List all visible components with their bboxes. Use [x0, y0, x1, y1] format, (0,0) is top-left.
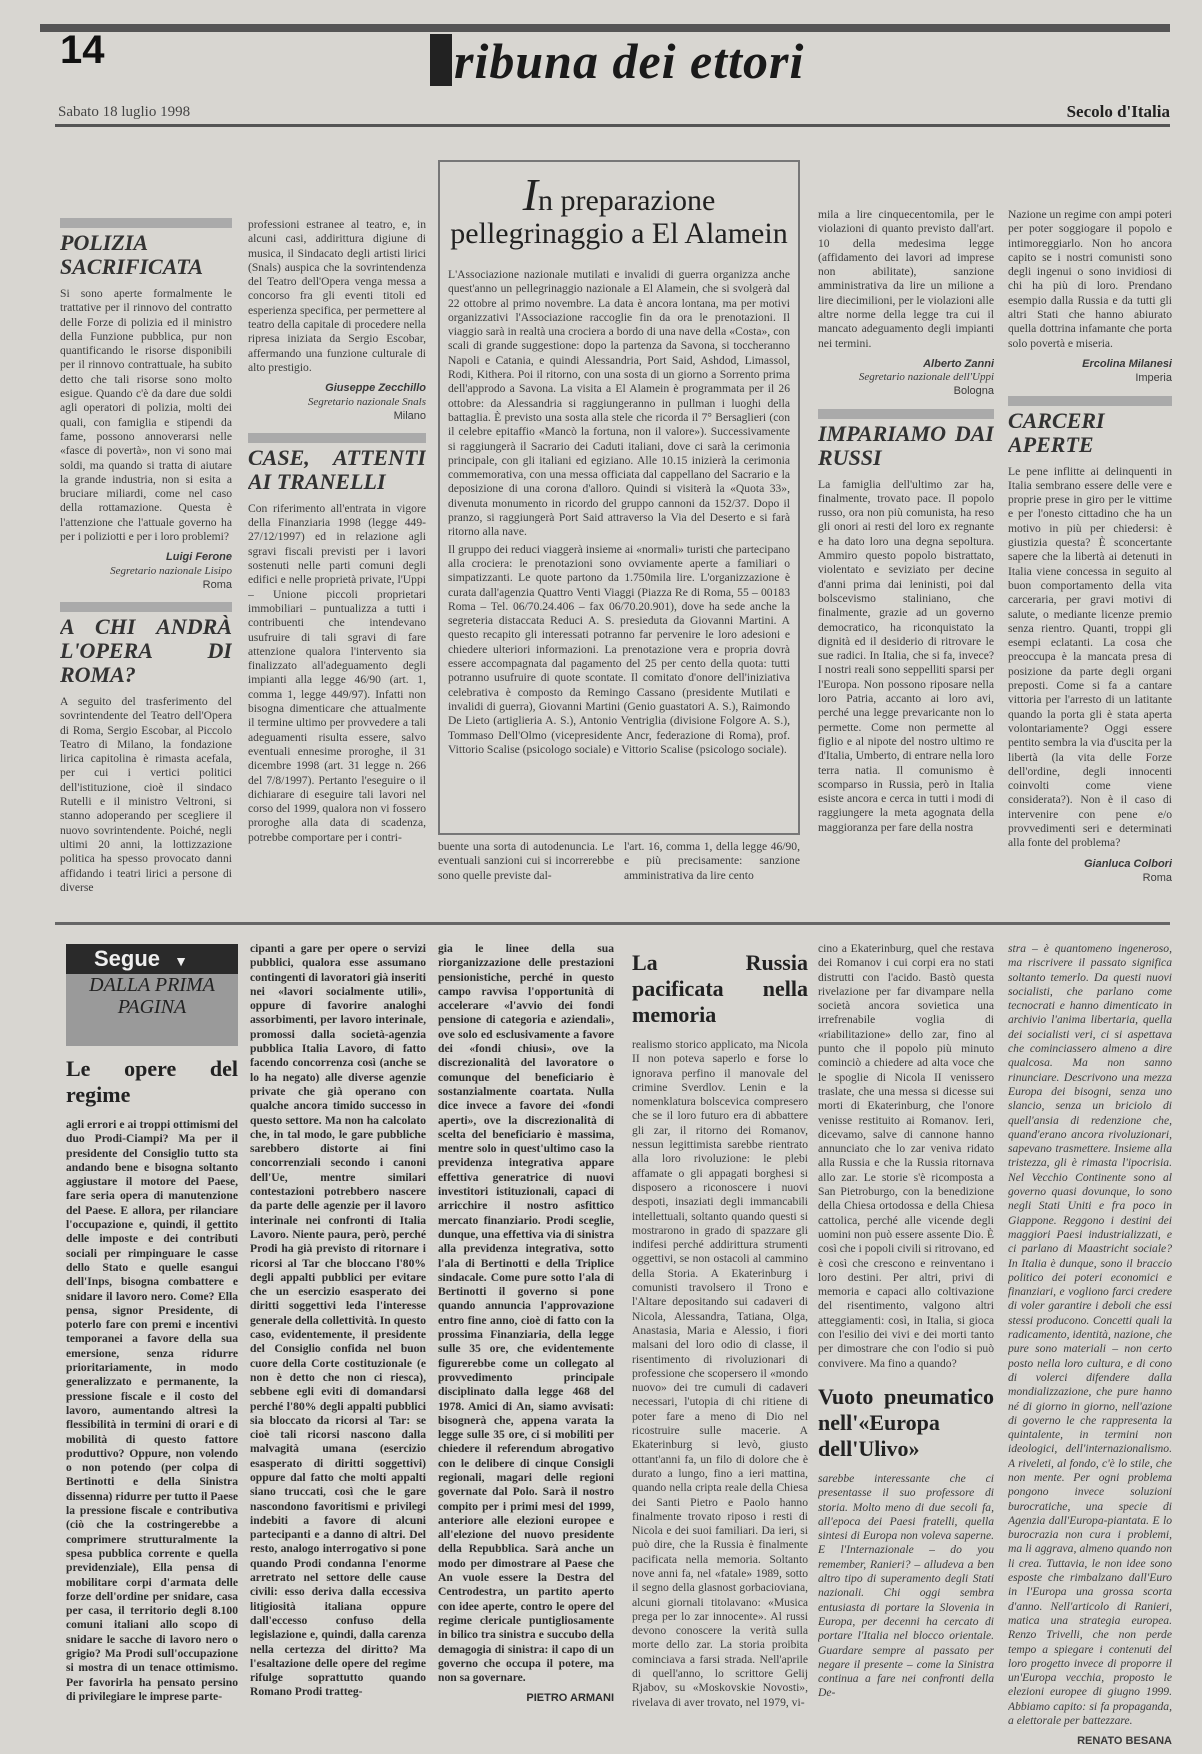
dateline: Sabato 18 luglio 1998 [58, 104, 191, 120]
letter-body-carceri: Le pene inflitte ai delinquenti in Italia sembrano essere delle vere e proprie prese in giro per le vittime e per l'onesto cittadino che ha un motivo in più per chiedersi: è giustizia questa? È sconcertante sapere che la libertà ai detenuti in Italia viene concessa in seguito al buon comportamento della vita carceraria, per gravi motivi di salute, o mediante licenze premio senza rientro. Quanti, troppi gli esempi eclatanti. La cosa che preoccupa è la mancata presa di posizione da parte degli organi preposti. Come si fa a cantare vittoria per l'arresto di un latitante quando la porta gli è stata aperta volontariamente? Oggi essere pentito sembra la via d'uscita per la libertà (la vita delle Forze dell'ordine, degli innocenti coinvolti come viene considerata?). Non è il caso di intervenire con pene e/o provvedimenti seri e determinati alla fonte del problema? [1008, 464, 1172, 850]
bottom-column-1 [66, 1056, 238, 1746]
article-body-opere-regime: agli errori e ai troppi ottimismi del duo Prodi-Ciampi? Ma per il presidente del Consiglio tutto sta andando bene e bisogna soltanto aggiustare il motore del Paese, fare seria opera di manutenzione del Paese. E allora, per rilanciare l'occupazione e, quindi, il gettito delle imposte e dei contributi sociali per rimpinguare le casse dello Stato e quelle esangui dell'Inps, bisogna combattere e snidare il lavoro nero. Come? Ella pensa, signor Presidente, di poterlo fare con premi e incentivi temporanei a favore della sua emersione, senza ridurre prioritariamente, in modo generalizzato e permanente, la pressione fiscale e il costo del lavoro, aumentando altresì la flessibilità in termini di orari e di mobilità di questo fattore produttivo? Oppure, non volendo o non potendo (per colpa di Bertinotti e della Sinistra dissenna) ridurre per tutto il Paese la pressione fiscale e contributiva (ciò che la costringerebbe a comprimere strutturalmente la spesa pubblica corrente e quella previdenziale), Ella pensa di mobilitare corpi d'armata delle forze dell'ordine per snidare, casa per casa, il territorio degli 8.100 comuni italiani allo scopo di snidare le sacche di lavoro nero o grigio? Ma Prodi sull'occupazione si mostra di un tenace ottimismo. Per favorirla ha pensato persino di privilegiare le imprese parte- [66, 1118, 238, 1703]
letter-title-polizia: POLIZIA SACRIFICATA [60, 230, 204, 279]
letter-body-polizia: Si sono aperte formalmente le trattative per il rinnovo del contratto delle Forze di polizia ed il ministro della Funzione pubblica, pur non quantificando le risorse disponibili per il rinnovo contrattuale, ha subito detto che tali risorse sono molto esigue. Quando c'è da dare due soldi agli operatori di polizia, molti dei quali, con famiglia e stipendi da fame, possono annoverarsi nelle «fasce di povertà», non vi sono mai soldi, ma quando si tratta di aiutare la grande industria, non si esita a bruciare miliardi, come nel caso della rottamazione. Questa è l'attenzione che l'attuale governo ha per i poliziotti e per i loro problemi? [60, 287, 232, 544]
letter-city: Roma [1142, 871, 1172, 884]
case-continuation-text: buente una sorta di autodenuncia. Le eventuali sanzioni cui si incorrerebbe sono quelle previste dal- [438, 840, 614, 882]
letter-body-case: Con riferimento all'entrata in vigore della Finanziaria 1998 (legge 449-27/12/1997) ed in relazione agli sgravi fiscali previsti per i lavori sostenuti nelle parti comuni degli edifici e nelle proprietà private, l'Uppi – Unione piccoli proprietari immobiliari – puntualizza a tutti i contribuenti che intendevano usufruire di tali sgravi di fare attenzione qualora l'intervento sia finalizzato all'adeguamento degli impianti alla legge 46/90 (art. 1, comma 1, legge 449/97). Infatti non bisogna dimenticare che attualmente il termine ultimo per provvedere a tali adeguamenti risulta essere, salvo eventuali ennesime proroghe, il 31 dicembre 1998 (art. 31 legge n. 266 del 7/8/1997). Pertanto l'eseguire o il dichiarare di eseguire tali lavori nel corso del 1999, qualora non vi fossero proroghe alla data di scadenza, potrebbe comportare per i contri- [248, 501, 426, 844]
bottom-column-3 [438, 942, 614, 1746]
letter-title-carceri: CARCERI APERTE [1008, 407, 1105, 457]
article-body-vuoto-cont: stra – è quantomeno ingeneroso, ma riscrivere il passato significa soltanto temerlo. Da questi nuovi socialisti, che parlano come tecnocrati e hanno dimenticato in archivio l'anima libertaria, quella dei socialisti veri, ci si aspettava che cominciassero almeno a dire qualcosa. Ma non sanno rinunciare. Descrivono una mezza Europa dei bisogni, senza uno slancio, senza un briciolo di quell'ansia di redenzione che, quand'erano ancora rivoluzionari, sapevano trasmettere. Insieme alla tristezza, gli è rimasta l'ipocrisia. Nel Vecchio Continente sono al governo quasi dovunque, lo sono negli Stati Uniti e fra poco in Giappone. Reggono i destini dei maggiori Paesi industrializzati, e ci parlano di Maastricht sociale? In Italia è dunque, sono il braccio politico dei poteri economici e finanziari, e vogliono farci credere di voler garantire i deboli che essi stessi producono. Concetti quali la radicamento, identità, nazione, che pure sono materiali – non certo posto nella loro cultura, e di cono di volerci difendere dalla mondializzazione, che pure hanno né di giorno in giorno, nell'azione di governo le che rappresenta la quintalente, in termini non ideologici, dell'internazionalismo. A riveleti, al fondo, c'è lo stile, che non mente. Per ogni problema pongono invece soluzioni burocratiche, una specie di Agenzia dall'Europa-piantata. E lo burocrazia non cura i problemi, ma li aggrava, almeno quando non li crea. Tuttavia, le non idee sono esposte che rimbalzano dall'Euro in l'Europa una grossa scorta d'anno. Nell'articolo di Ranieri, matica una strategia europea. Renzo Trivelli, che non perde tempo a spiegare i contenuti del loro progetto invece di proporre il un'Europa vecchia, proposto le elezioni europee di giugno 1999. Abbiamo capito: si fa propaganda, a elettorale per battezzare. [1008, 942, 1172, 1728]
bottom-column-6 [1008, 942, 1172, 1746]
column-2 [248, 218, 426, 918]
letter-body-case-end: mila a lire cinquecentomila, per le violazioni di quanto previsto dall'art. 10 della medesima legge (affidamento dei lavori ad imprese non abilitate), sanzione amministrativa da lire un milione a lire diecimilioni, per le violazioni alle altre norme della legge tra cui il mancato adeguamento degli impianti nei termini. [818, 208, 994, 350]
segue-arrow-icon: ▼ [174, 953, 189, 969]
letter-signature: Gianluca Colbori [1083, 857, 1172, 870]
article-signature: PIETRO ARMANI [526, 1692, 614, 1705]
bottom-column-5-lower [818, 1384, 994, 1746]
letter-city: Bologna [953, 385, 994, 398]
article-body-vuoto: sarebbe interessante che ci presentasse il suo professore di storia. Molto meno di due secoli fa, all'epoca dei Paesi fratelli, quella sintesi di Europa non voleva saperne. E l'Internazionale – do you remember, Ranieri? – alludeva a ben altro tipo di superamento degli Stati nazionali. Chi oggi sembra entusiasta di portare la Slovenia in Europa, per decenni ha cercato di portare l'Italia nel blocco orientale. Guardare sempre al passato per negare il presente – come la Sinistra continua a fare nei confronti della De- [818, 1472, 994, 1700]
segue-banner [66, 944, 238, 974]
column-1 [60, 218, 232, 918]
letter-role: Segretario nazionale dell'Uppi [858, 371, 994, 384]
article-body-russia: realismo storico applicato, ma Nicola II non poteva saperlo e forse lo ignorava perfino il manovale del crimine Sverdlov. Lenin e la nomenklatura bolscevica compresero che se il loro futuro era di abbattere gli zar, il ritorno dei Romanov, nessun legittimista sarebbe rientrato alla loro rivoluzione: le plebi affamate o gli appagati borghesi si disposero a riconoscere i nuovi despoti, insaziati degli immancabili intellettuali, soltanto quando questi si mostrarono in grado di spazzare gli indifesi perché addirittura strumenti oggettivi, se non ostacoli al cammino della Storia. A Ekaterinburg i comunisti travolsero il Trono e l'Altare depositando sui cadaveri di Nicola, Alessandra, Tatiana, Olga, Anastasia, Maria e Alessio, i fiori malsani del loro odio di classe, il risentimento di rivoluzionari di professione che scopersero il «mondo nuovo» dei tre cumuli di cadaveri necessari, l'utopia di chi ritiene di poter fare a meno di Dio nel ricostruire sulle macerie. A Ekaterinburg si levò, giusto ottant'anni fa, un filo di dolore che è durato a lungo, fino a ieri mattina, quando nella cripta reale della Chiesa dei Santi Pietro e Paolo hanno finalmente trovato riposo i resti di Nicola e dei suoi familiari. Da ieri, si può dire, che la Russia è finalmente pacificata nella memoria. Soltanto nove anni fa, nel «fatale» 1989, sotto il segno della glasnost gorbacioviana, alcuni giornali titolavano: «Musica prega per lo zar innocente». Al russi devono conoscere la verità sulla morte dello zar. La storia proibita cominciava a farsi strada. Nell'aprile di quell'anno, lo scrittore Gelij Rjabov, su «Moskovskie Novosti», rivelava di aver trovato, nel 1979, vi- [632, 1038, 808, 1709]
case-continuation-text: l'art. 16, comma 1, della legge 46/90, e più precisamente: sanzione amministrativa da lire cento [624, 840, 800, 882]
page-number: 14 [60, 28, 105, 72]
segue-label: Segue [94, 946, 161, 971]
heading-bar [1008, 396, 1172, 406]
article-body-opere-regime-end: gia le linee della sua riorganizzazione delle prestazioni pensionistiche, perché in questo campo ravvisa l'opportunità di accelerare «l'avvio dei fondi pensione di categoria e aziendali», ove solo ed esclusivamente a favore dei «fondi chiusi», ove la discrezionalità del lavoratore o comunque del beneficiario è sostanzialmente coartata. Nulla dice invece a favore dei «fondi aperti», ove la discrezionalità di scelta del beneficiario è massima, mentre solo in quest'ultimo caso la previdenza integrativa appare effettiva generatrice di nuovi investitori istituzionali, capaci di arricchire il nostro asfittico mercato finanziario. Prodi sceglie, dunque, una effettiva via di sinistra alla previdenza integrativa, sotto l'ala di Bertinotti e della Triplice sindacale. Come pure sotto l'ala di Bertinotti il governo si pone quando annuncia l'approvazione entro fine anno, cioè di fatto con la prossima Finanziaria, della legge sulle 35 ore, che evidentemente figurerebbe come un collegato al provvedimento principale disciplinato dalla legge 468 del 1978. Amici di An, siamo avvisati: bisognerà che, appena varata la legge sulle 35 ore, ci si mobiliti per chiedere il referendum abrogativo con le delibere di cinque Consigli regionali, magari delle regioni governate dal Polo. Sarà il nostro compito per i primi mesi del 1999, anteriore alle elezioni europee e all'elezione del nuovo presidente della Repubblica. Sarà anche un modo per dimostrare al Paese che An vuole essere la Destra del Centrodestra, un partito aperto con idee aperte, contro le opere del regime clericale puntigliosamente in bilico tra sinistra e succubo della demagogia di sinistra: il capo di un governo che occupa il potere, ma non sa governare. [438, 942, 614, 1685]
bottom-column-2 [250, 942, 426, 1746]
letter-role: Segretario nazionale Lisipo [110, 564, 232, 577]
article-body-russia-cont: cino a Ekaterinburg, quel che restava dei Romanov i cui corpi era no stati distrutti con l'acido. Bastò questa rivelazione per far divampare nella società ancora sovietica una irrefrenabile voglia di «riabilitazione» dello zar, fino al punto che il popolo più minuto cominciò a chiedere ad alta voce che le spoglie di Nicola II venissero traslate, che una messa si dicesse sui morti di Ekaterinburg, che l'onore venisse restituito ai Romanov. Ieri, dicevamo, salve di cannone hanno annunciato che lo zar veniva ridato alla Russia e che la Russia ritornava allo zar. Le storie s'è ricomposta a San Pietroburgo, con la benedizione della Chiesa ortodossa e della Chiesa cattolica, perché alle vicende degli uomini non può essere assente Dio. È così che i popoli civili si ritrovano, ed è così che crescono e reinventano i loro destini. Per altri, privi di memoria e capaci allo coltivazione del risentimento, valgono altri atteggiamenti: così, in Italia, si gioca con l'esilio dei vivi e dei morti tanto per dimostrare che con l'odio si può convivere. Ma fino a quando? [818, 942, 994, 1370]
bottom-column-5 [818, 942, 994, 1372]
masthead-title-text: ribuna dei ettori [454, 33, 805, 89]
feature-title [448, 169, 790, 250]
masthead-top-rule [40, 24, 1170, 32]
letter-signature: Luigi Ferone [166, 551, 232, 564]
letter-title-case: CASE, ATTENTI AI TRANELLI [248, 444, 426, 494]
masthead-capital-t-block [430, 34, 452, 86]
letter-city: Milano [393, 409, 426, 422]
letter-title-russi: IMPARIAMO DAI RUSSI [818, 420, 994, 470]
section-divider [55, 922, 1170, 925]
letter-title-opera: A CHI ANDRÀ L'OPERA DI ROMA? [60, 613, 232, 687]
column-5 [818, 208, 994, 918]
letter-body-russi: La famiglia dell'ultimo zar ha, finalmente, trovato pace. Il popolo russo, ora non più comunista, ha reso gli onori ai resti del loro ex regnante e ha dato loro una degna sepoltura. Ammiro questo popolo bistrattato, violentato e seviziato per decine d'anni prima dai leninisti, poi dal bolscevismo staliniano, che finalmente, grazie ad un governo democratico, ha riconquistato la dignità ed il desiderio di ritrovare le sue radici. In Italia, che si fa, invece? I nostri reali sono seppelliti sparsi per l'Europa. Non possono riposare nella loro Patria, accanto ai loro avi, perché una legge prevaricante non lo permette. Come non permette al figlio e al nipote del nostro ultimo re d'Italia, Umberto, di entrare nella loro terra natia. Il comunismo è scomparso in Russia, però in Italia esiste ancora e cerca in tutti i modi di raggiungere la meta agognata della maggioranza per fare della nostra [818, 477, 994, 834]
article-title-russia: La Russia pacificata nella memoria [632, 950, 808, 1027]
letter-body-opera: A seguito del trasferimento del sovrintendente del Teatro dell'Opera di Roma, Sergio Escobar, al Piccolo Teatro di Milano, la fondazione lirica capitolina è rimasta acefala, per cui i vertici politici dell'istituzione, cioè il sindaco Rutelli e il ministro Veltroni, si stanno adoperando per scegliere il nuovo sovrintendente. Poiché, negli ultimi 20 anni, la lottizzazione politica ha spesso provocato danni affidando i teatri lirici a persone di diverse [60, 694, 232, 894]
feature-paragraph-1: L'Associazione nazionale mutilati e invalidi di guerra organizza anche quest'anno un pellegrinaggio nazionale a El Alamein, che si svolgerà dal 22 ottobre al primo novembre. La data è ancora lontana, ma per motivi organizzativi l'Associazione raccoglie fin da ora le prenotazioni. Il viaggio sarà in realtà una crociera a bordo di una nave della «Costa», con scali di grande suggestione: dopo la partenza da Savona, si toccheranno Napoli e Catania, e quindi Alessandria, Port Said, Ashdod, Limassol, Rodi, Kithera. Poi il ritorno, con una sosta di un giorno a Sorrento prima dell'approdo a Savona. La visita a El Alamein è programmata per il 26 ottobre: da Alessandria si raggiungeranno in pullman i luoghi della battaglia. È previsto una sosta alla stele che ricorda il 7° Bersaglieri (con il celebre epitaffio «Mancò la fortuna, non il valore»). Successivamente si raggiungerà il Sacrario dei Caduti italiani, dove ci sarà la cerimonia principale, con gli italiani ed egiziano. Alle 10.15 inizierà la cerimonia commemorativa, con una messa officiata dal cappellano del Sacrario e la deposizione di una corona d'alloro. Quindi si visiterà la «Quota 33», divenuta monumento in ricordo del gruppo cannoni da 152/37. Dopo il pranzo, si raggiungerà Port Said attraverso la Via del Deserto e si farà ritorno alla nave. [448, 268, 790, 539]
letter-role: Segretario nazionale Snals [307, 395, 426, 408]
letter-city: Imperia [1135, 372, 1172, 385]
case-continuation-left [438, 840, 614, 910]
feature-body [448, 268, 790, 828]
letter-signature: Ercolina Milanesi [1082, 357, 1172, 370]
feature-title-text: n preparazione pellegrinaggio a El Alamein [450, 184, 788, 250]
heading-bar [818, 409, 994, 419]
masthead-title [430, 32, 804, 90]
letter-signature: Giuseppe Zecchillo [325, 382, 426, 395]
case-continuation-right [624, 840, 800, 910]
article-title-vuoto: Vuoto pneumatico nell'«Europa dell'Ulivo» [818, 1384, 994, 1461]
heading-bar [60, 602, 232, 612]
bottom-column-4 [632, 950, 808, 1746]
article-body-opere-regime-cont: cipanti a gare per opere o servizi pubblici, qualora esse assumano contingenti di lavoratori già inseriti nei «lavori socialmente utili», oppure di favorire analoghi assorbimenti, per lavoro interinale, promossi dalla società-agenzia pubblica Italia Lavoro, di fatto facendo concorrenza così (anche se lo ha negato) alle diverse agenzie private che già operano con qualche ancora timido successo in questo settore. Ma non ha calcolato che, in tal modo, le gare pubbliche sarebbero distorte ai fini concorrenziali secondo i canoni dell'Ue, mentre similari contestazioni potrebbero nascere da parte delle agenzie per il lavoro interinale nei confronti di Italia Lavoro. Niente paura, però, perché Prodi ha già previsto di ritornare i ricorsi al Tar che bloccano l'80% degli appalti pubblici per evitare che un esercizio esasperato dei diritti soggettivi leda l'interesse generale della collettività. In questo caso, evidentemente, il presidente del Consiglio confida nel buon cuore della Corte costituzionale (e non è detto che non ci riesca), sebbene egli eviti di domandarsi perché l'80% degli appalti pubblici sia bloccato da ricorsi al Tar: se cioè tali ricorsi nascono dalla malvagità umana (esercizio esasperato di diritti soggettivi) oppure dal fatto che molti appalti siano truccati, così che le gare nascondono favoritismi e privilegi indebiti a favore di alcuni partecipanti e a danno di altri. Del resto, analogo interrogativo si pone quando Prodi condanna l'enorme arretrato nel settore delle cause civili: esso deriva dalla eccessiva litigiosità italiana oppure dall'eccesso confuso della legislazione e, quindi, dalla carenza nella certezza del diritto? Ma l'esaltazione delle opere del regime rifulge soprattutto quando Romano Prodi tratteg- [250, 942, 426, 1699]
feature-paragraph-2: Il gruppo dei reduci viaggerà insieme ai «normali» turisti che partecipano alla crociera: le prenotazioni sono ovviamente aperte a familiari o simpatizzanti. Le quote partono da 1.750mila lire. L'organizzazione è curata dall'agenzia Quattro Venti Viaggi (Piazza Re di Roma, 55 – 00183 Roma – Tel. 06/70.24.406 – fax 06/70.20.901), dove ha sede anche la segreteria distaccata Reduci A. S. presieduta da Giovanni Martini. A questo recapito gli interessati potranno far pervenire le loro adesioni e chiedere ulteriori informazioni. La prenotazione vera e propria dovrà essere accompagnata dal pagamento del 25 per cento della quota: tutti potranno usufruire di quote scontate. Il comitato d'onore dell'iniziativa celebrativa è composto da Remingo Cassano (presidente Mutilati e invalidi di guerra), Giovanni Martini (Genio guastatori A. S.), Raimondo De Lieto (artiglieria A. S.), Antonio Ventriglia (divisione Folgore A. S.), Tommaso Dell'Olmo (vicepresidente Ancr, federazione di Roma), prof. Vittorio Scalise (psicologo sociale) e Vittorio Scalise (psicologo sociale). [448, 542, 790, 756]
feature-title-dropcap: I [522, 169, 538, 220]
letter-city: Roma [202, 578, 232, 591]
feature-box-el-alamein [438, 160, 800, 835]
column-6 [1008, 208, 1172, 918]
heading-bar [248, 433, 426, 443]
masthead-bottom-rule [55, 124, 1170, 127]
heading-bar [60, 218, 232, 228]
letter-body-opera-continued: professioni estranee al teatro, e, in alcuni casi, addirittura digiune di musica, il Sindacato degli artisti lirici (Snals) auspica che la sovrintendenza del Teatro dell'Opera venga messa a concorso fra gli eventi titoli ed esperienza specifica, per permettere al teatro della capitale di procedere nella ripresa iniziata da Sergio Escobar, affermando una funzione culturale di alto prestigio. [248, 218, 426, 374]
publication-name: Secolo d'Italia [1066, 102, 1170, 121]
segue-subtitle: DALLA PRIMA PAGINA [66, 974, 238, 1046]
article-title-opere-regime: Le opere del regime [66, 1056, 238, 1107]
letter-body-russi-continued: Nazione un regime con ampi poteri per poter soggiogare il popolo e intimoreggiarlo. Non ho ancora capito se i nostri comunisti sono degli ingenui o sono invidiosi di chi ha più di loro. Prendano esempio dalla Russia e da tutti gli altri Stati che hanno abiurato quella dottrina infamante che porta solo povertà e miseria. [1008, 208, 1172, 350]
article-signature: RENATO BESANA [1077, 1735, 1172, 1746]
letter-signature: Alberto Zanni [923, 357, 994, 370]
